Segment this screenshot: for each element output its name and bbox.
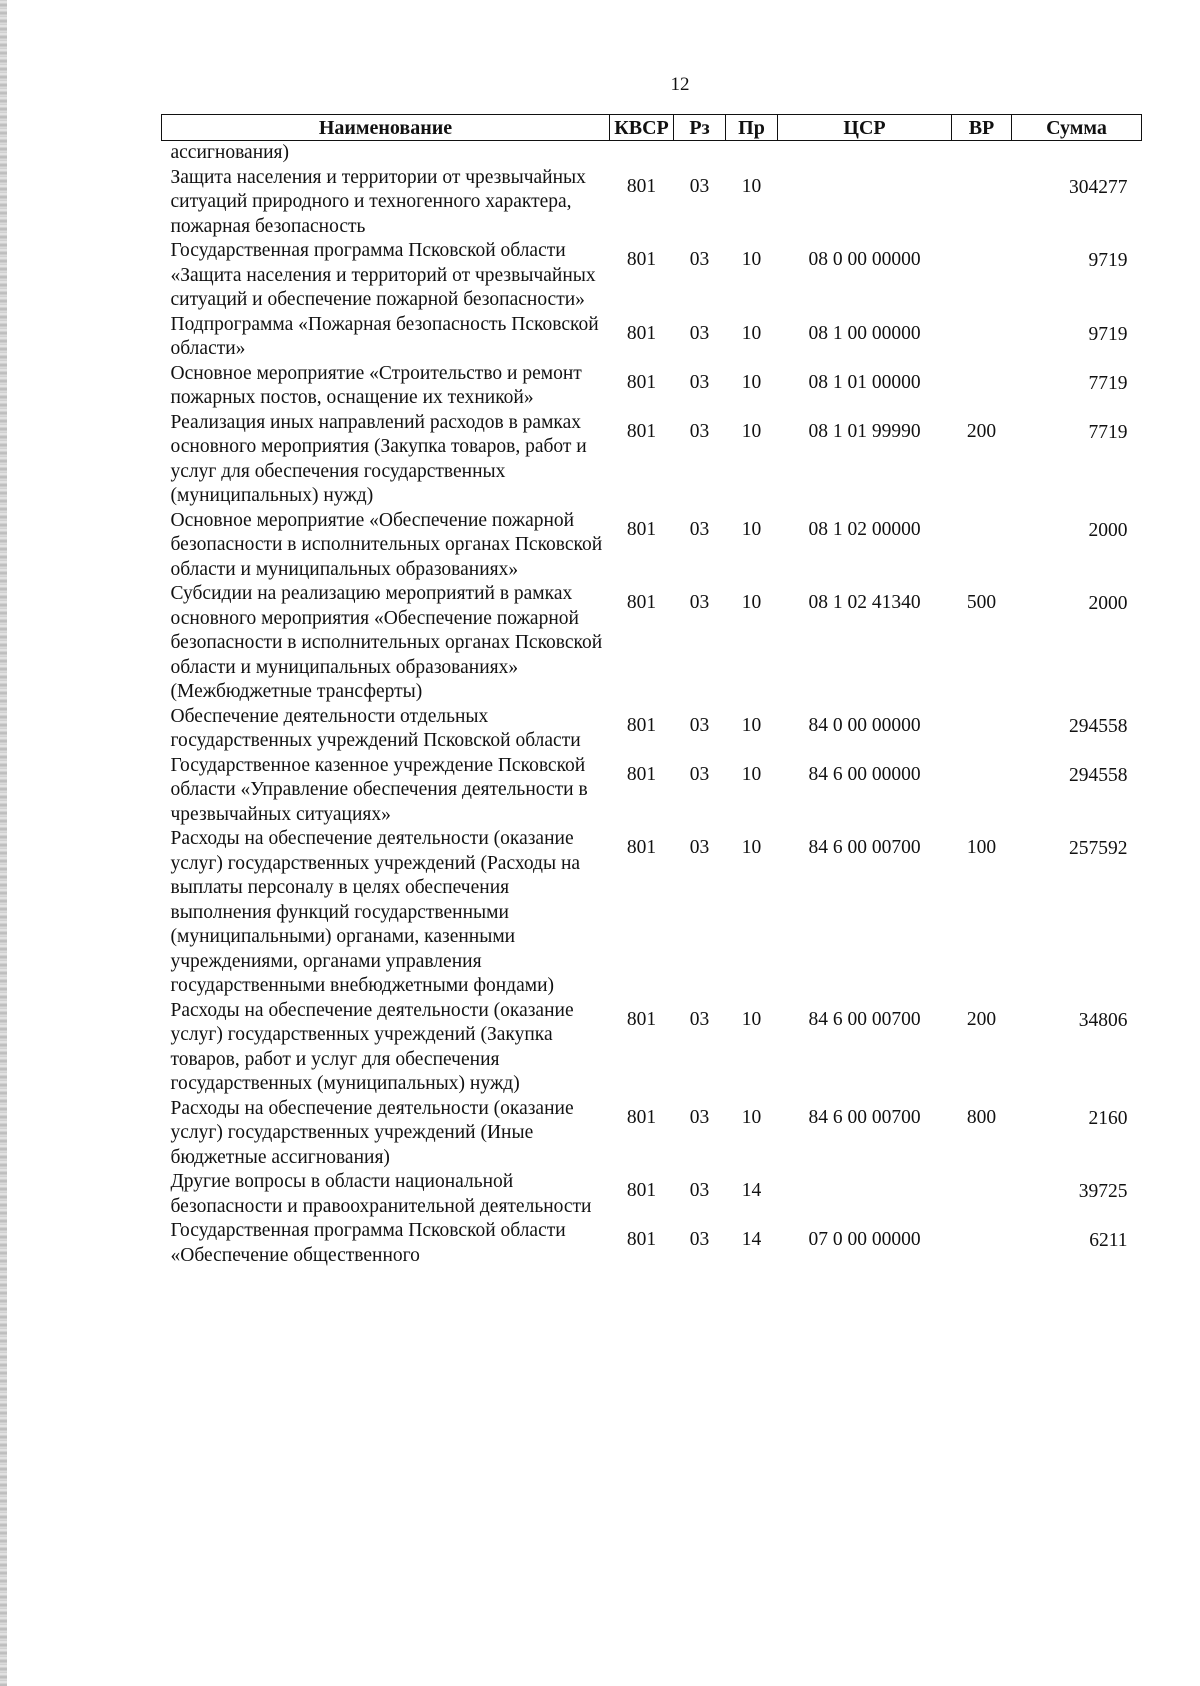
- row-pr: 10: [741, 420, 762, 442]
- row-sum: 304277: [1069, 176, 1128, 198]
- row-pr: 10: [741, 714, 762, 736]
- row-name: Расходы на обеспечение деятельности (оказание услуг) государственных учреждений (Закупка товаров, работ и услуг для обеспечения государственных (муниципальных) нужд): [170, 999, 574, 1094]
- row-kvsr: 801: [626, 1229, 657, 1250]
- row-name: Основное мероприятие «Строительство и ремонт пожарных постов, оснащение их техникой»: [170, 362, 582, 408]
- row-name: Субсидии на реализацию мероприятий в рамках основного мероприятия «Обеспечение пожарной безопасности в исполнительных органах Псковской области и муниципальных образованиях» (Межбюджетные трансферты): [170, 583, 603, 702]
- row-kvsr: 801: [626, 249, 657, 270]
- row-sum: 257592: [1069, 838, 1128, 859]
- header-row: [162, 115, 1142, 141]
- row-vr: [952, 1219, 1012, 1268]
- row-csr: 84 6 00 00700: [808, 1008, 921, 1030]
- row-kvsr: 801: [626, 1180, 657, 1201]
- row-rz: 03: [689, 518, 710, 540]
- row-pr: 14: [741, 1229, 762, 1250]
- row-sum: 2160: [1088, 1107, 1128, 1129]
- table-row: [162, 754, 1142, 828]
- row-sum: 9719: [1088, 250, 1128, 271]
- row-vr: [952, 239, 1012, 313]
- row-pr: 10: [741, 175, 762, 197]
- row-vr: [952, 313, 1012, 362]
- row-vr: 100: [966, 837, 997, 858]
- row-csr: 08 1 00 00000: [808, 322, 921, 344]
- table-row: [162, 239, 1142, 313]
- row-vr: [952, 1170, 1012, 1219]
- row-pr: 10: [741, 763, 762, 785]
- row-kvsr: 801: [626, 175, 657, 197]
- table-row: [162, 1097, 1142, 1171]
- row-pr: 10: [741, 1008, 762, 1030]
- row-sum: 6211: [1089, 1230, 1128, 1251]
- table-row: [162, 1219, 1142, 1268]
- row-rz: 03: [689, 175, 710, 197]
- row-rz: 03: [689, 420, 710, 442]
- page-number: 12: [670, 74, 690, 95]
- row-csr: 08 1 02 41340: [808, 592, 921, 613]
- row-vr: 800: [966, 1106, 997, 1128]
- row-name: Защита населения и территории от чрезвычайных ситуаций природного и техногенного характера, пожарная безопасность: [170, 166, 586, 237]
- row-kvsr: 801: [626, 592, 657, 613]
- row-name: ассигнования): [170, 142, 290, 163]
- row-vr: [952, 705, 1012, 754]
- row-name: Подпрограмма «Пожарная безопасность Псковской области»: [170, 313, 599, 359]
- budget-table: [161, 114, 1142, 1268]
- row-vr: 200: [966, 1008, 997, 1030]
- row-name: Расходы на обеспечение деятельности (оказание услуг) государственных учреждений (Иные бюджетные ассигнования): [170, 1097, 574, 1168]
- table-row: [162, 411, 1142, 509]
- table-row: [162, 827, 1142, 999]
- row-rz: 03: [689, 371, 710, 393]
- row-csr: 84 6 00 00700: [808, 1106, 921, 1128]
- row-vr: [952, 166, 1012, 240]
- table-row: [162, 999, 1142, 1097]
- row-pr: 10: [741, 592, 762, 613]
- header-vr: ВР: [952, 115, 1012, 141]
- row-sum: 2000: [1088, 593, 1128, 614]
- row-sum: 39725: [1078, 1181, 1128, 1202]
- header-pr: Пр: [726, 115, 778, 141]
- row-kvsr: 801: [626, 518, 657, 540]
- row-rz: 03: [689, 763, 710, 785]
- row-vr: [952, 509, 1012, 583]
- header-kvsr: КВСР: [610, 115, 674, 141]
- row-sum: 294558: [1069, 764, 1128, 786]
- row-vr: 500: [966, 592, 997, 613]
- row-kvsr: 801: [626, 714, 657, 736]
- row-sum: 7719: [1088, 421, 1128, 443]
- table-row: [162, 1170, 1142, 1219]
- row-kvsr: 801: [626, 837, 657, 858]
- row-rz: 03: [689, 1008, 710, 1030]
- row-name: Государственное казенное учреждение Псковской области «Управление обеспечения деятельности в чрезвычайных ситуациях»: [170, 754, 588, 825]
- row-kvsr: 801: [626, 763, 657, 785]
- row-csr: 84 6 00 00000: [808, 763, 921, 785]
- row-csr: [778, 166, 952, 240]
- row-csr: 84 0 00 00000: [808, 714, 921, 736]
- row-sum: 2000: [1088, 519, 1128, 541]
- row-rz: 03: [689, 714, 710, 736]
- table-row: [162, 313, 1142, 362]
- row-name: Другие вопросы в области национальной безопасности и правоохранительной деятельности: [170, 1171, 592, 1217]
- row-kvsr: 801: [626, 1106, 657, 1128]
- row-rz: 03: [689, 837, 710, 858]
- row-rz: 03: [689, 1180, 710, 1201]
- row-kvsr: 801: [626, 322, 657, 344]
- row-pr: 10: [741, 249, 762, 270]
- row-sum: 7719: [1088, 372, 1128, 394]
- row-pr: 10: [741, 837, 762, 858]
- header-sum: Сумма: [1012, 115, 1142, 141]
- table-row: [162, 509, 1142, 583]
- header-rz: Рз: [674, 115, 726, 141]
- row-sum: 34806: [1078, 1009, 1128, 1031]
- row-csr: 07 0 00 00000: [808, 1229, 921, 1250]
- row-vr: 200: [966, 420, 997, 442]
- row-pr: 14: [741, 1180, 762, 1201]
- row-name: Государственная программа Псковской области «Обеспечение общественного: [170, 1220, 566, 1266]
- row-pr: 10: [741, 1106, 762, 1128]
- row-csr: 08 1 01 00000: [808, 371, 921, 393]
- row-vr: [952, 362, 1012, 411]
- row-pr: 10: [741, 518, 762, 540]
- row-kvsr: 801: [626, 1008, 657, 1030]
- row-csr: 08 0 00 00000: [808, 249, 921, 270]
- row-csr: 84 6 00 00700: [808, 837, 921, 858]
- row-rz: 03: [689, 249, 710, 270]
- row-pr: 10: [741, 322, 762, 344]
- row-name: Основное мероприятие «Обеспечение пожарной безопасности в исполнительных органах Псковской области и муниципальных образованиях»: [170, 509, 603, 580]
- row-vr: [952, 754, 1012, 828]
- row-rz: 03: [689, 592, 710, 613]
- row-name: Расходы на обеспечение деятельности (оказание услуг) государственных учреждений (Расходы на выплаты персоналу в целях обеспечения выполнения функций государственными (муниципальными) органами, казенными учреждениями, органами управления государственными внебюджетными фондами): [170, 828, 581, 996]
- row-rz: 03: [689, 1229, 710, 1250]
- table-row: [162, 582, 1142, 705]
- row-name: Государственная программа Псковской области «Защита населения и территорий от чрезвычайных ситуаций и обеспечение пожарной безопасности»: [170, 240, 596, 310]
- table-row: [162, 362, 1142, 411]
- continuation-row: [162, 141, 1142, 166]
- table-body: [162, 141, 1142, 1269]
- row-pr: 10: [741, 371, 762, 393]
- row-sum: 294558: [1069, 715, 1128, 737]
- row-sum: 9719: [1088, 323, 1128, 345]
- table-row: [162, 166, 1142, 240]
- row-rz: 03: [689, 322, 710, 344]
- table-row: [162, 705, 1142, 754]
- row-csr: [778, 1170, 952, 1219]
- header-name: Наименование: [162, 115, 610, 141]
- row-csr: 08 1 02 00000: [808, 518, 921, 540]
- table-header: [162, 115, 1142, 141]
- row-rz: 03: [689, 1106, 710, 1128]
- header-csr: ЦСР: [778, 115, 952, 141]
- row-csr: 08 1 01 99990: [808, 420, 921, 442]
- row-kvsr: 801: [626, 371, 657, 393]
- row-name: Обеспечение деятельности отдельных государственных учреждений Псковской области: [170, 705, 581, 751]
- row-kvsr: 801: [626, 420, 657, 442]
- scan-edge: [0, 0, 7, 1686]
- row-name: Реализация иных направлений расходов в рамках основного мероприятия (Закупка товаров, работ и услуг для обеспечения государственных (муниципальных) нужд): [170, 411, 587, 506]
